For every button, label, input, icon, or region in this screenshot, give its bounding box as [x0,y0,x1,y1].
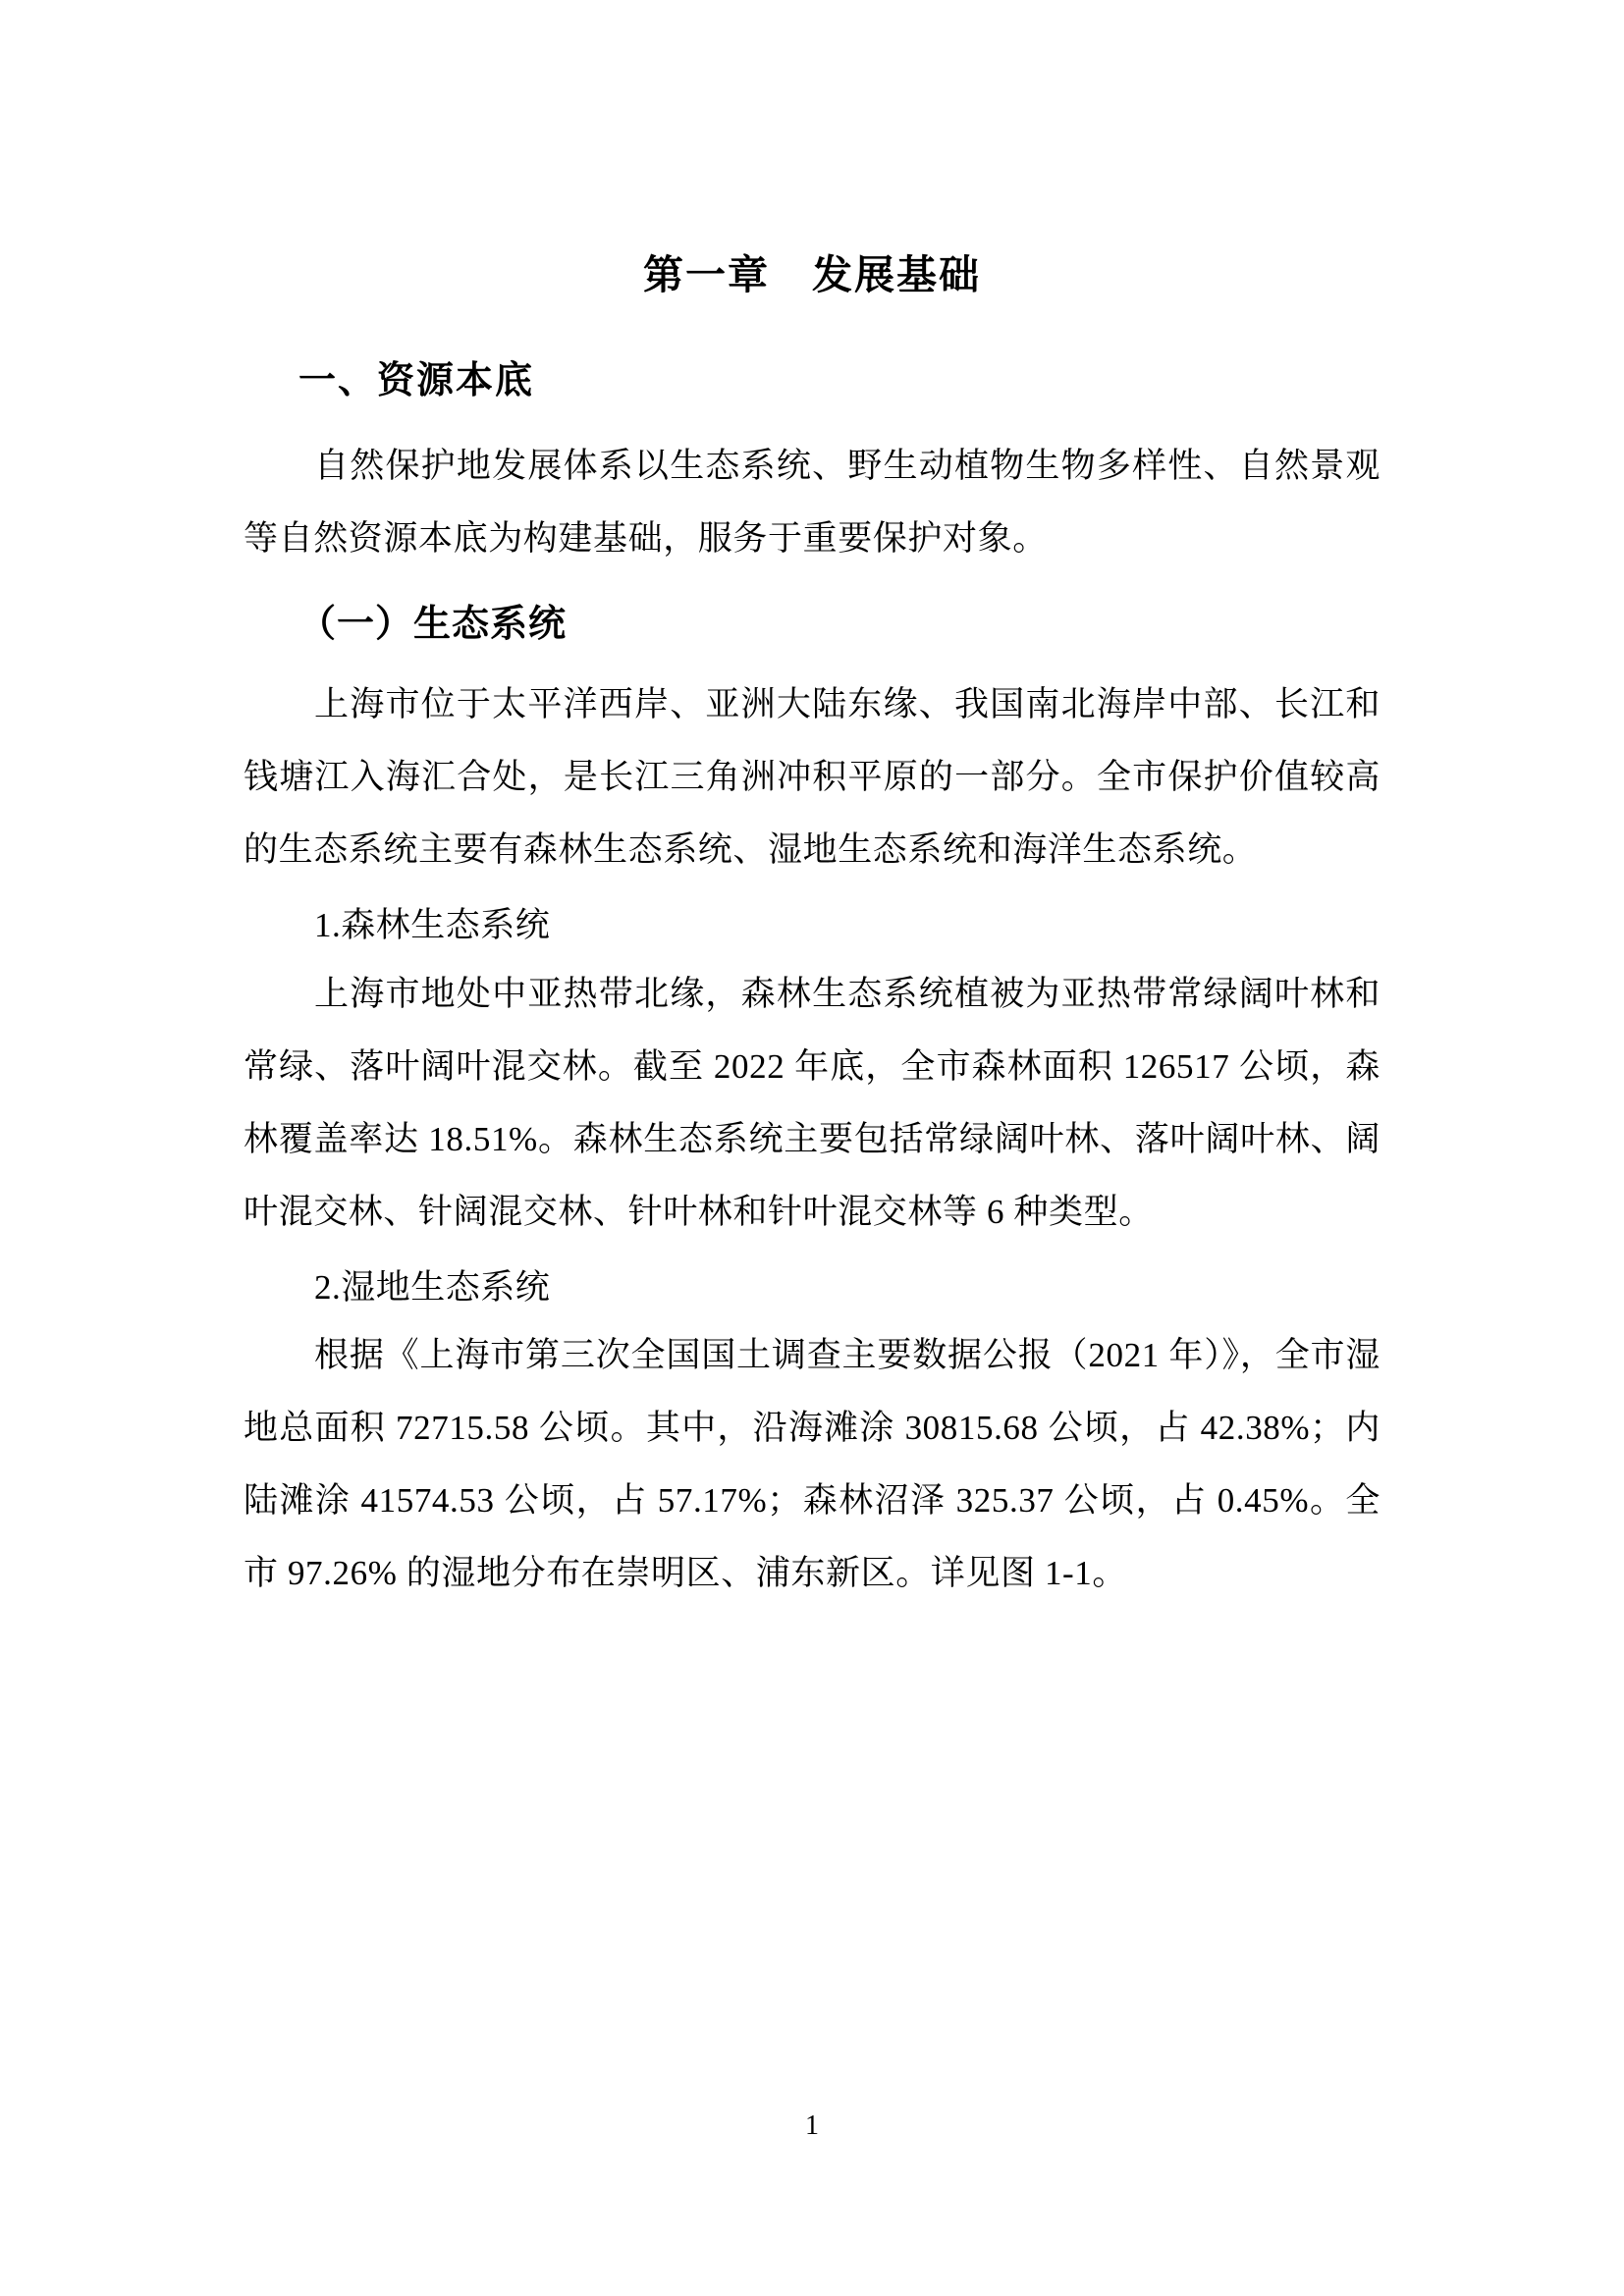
paragraph-ecosystem: 上海市位于太平洋西岸、亚洲大陆东缘、我国南北海岸中部、长江和钱塘江入海汇合处，是长江三角洲冲积平原的一部分。全市保护价值较高的生态系统主要有森林生态系统、湿地生态系统和海洋生态系统。 [244,685,1380,870]
chapter-title: 第一章 发展基础 [643,252,981,297]
heading-wetland-ecosystem: 2.湿地生态系统 [314,1267,551,1307]
page-content [244,250,1380,1612]
heading-ecosystem: （一）生态系统 [298,603,568,645]
heading-forest-ecosystem: 1.森林生态系统 [314,906,551,945]
paragraph-intro: 自然保护地发展体系以生态系统、野生动植物生物多样性、自然景观等自然资源本底为构建基础，服务于重要保护对象。 [244,446,1380,558]
paragraph-wetland: 根据《上海市第三次全国国土调查主要数据公报（2021 年）》，全市湿地总面积 72715.58 公顷。其中，沿海滩涂 30815.68 公顷，占 42.38%；内陆滩涂 41574.53 公顷，占 57.17%；森林沼泽 325.37 公顷，占 0.45%。全市 97.26% 的湿地分布在崇明区、浦东新区。详见图 1-1。 [244,1336,1380,1593]
page-number: 1 [805,2110,819,2141]
heading-resource-base: 一、资源本底 [298,360,535,402]
paragraph-forest: 上海市地处中亚热带北缘，森林生态系统植被为亚热带常绿阔叶林和常绿、落叶阔叶混交林。截至 2022 年底，全市森林面积 126517 公顷，森林覆盖率达 18.51%。森林生态系统主要包括常绿阔叶林、落叶阔叶林、阔叶混交林、针阔混交林、针叶林和针叶混交林等 6 种类型。 [244,974,1380,1231]
